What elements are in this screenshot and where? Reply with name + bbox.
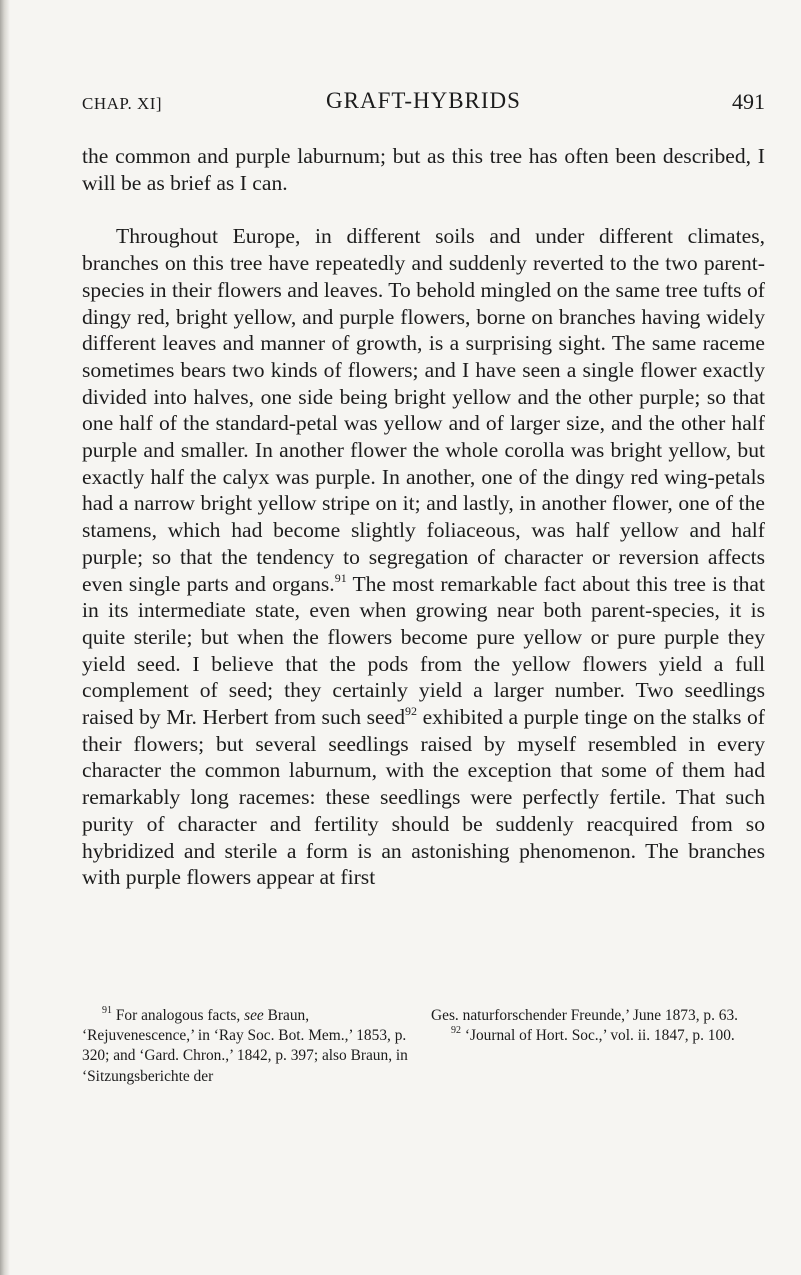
footnote-ref-91[interactable]: 91 (334, 570, 347, 585)
footnote-column-right (431, 1006, 765, 1087)
footnote-91-continued: Ges. naturforschender Freunde,’ June 1873, p. 63. (431, 1007, 739, 1024)
footnotes (82, 1006, 765, 1087)
paragraph-text: The most remarkable fact about this tree is that in its intermediate state, even when growing near both parent-species, it is quite sterile; but when the flowers become pure yellow or pure purple they yield seed. I believe that the pods from the yellow flowers yield a full complement of seed; they certainly yield a larger number. Two seedlings raised by Mr. Herbert from such seed (82, 571, 766, 730)
paragraph-text: exhibited a purple tinge on the stalks of their flowers; but several seedlings raised by myself resembled in every character the common laburnum, with the exception that some of them had remarkably long racemes: these seedlings were perfectly fertile. That such purity of character and fertility should be suddenly reacquired from so hybridized and sterile a form is an astonishing phenomenon. The branches with purple flowers appear at first (82, 705, 765, 890)
book-page (82, 88, 766, 1085)
chapter-label: CHAP. XI] (82, 94, 163, 113)
footnote-column-left (82, 1006, 416, 1087)
paragraph-continuation: the common and purple laburnum; but as this tree has often been described, I will be as brief as I can. (82, 144, 765, 195)
footnote-91: $^{91}$ For analogous facts, see Braun, ‘Rejuvenescence,’ in ‘Ray Soc. Bot. Mem.,’ 1853, p. 320; and ‘Gard. Chron.,’ 1842, p. 397; also Braun, in ‘Sitzungsberichte der (82, 1005, 408, 1085)
footnote-92: $^{92}$ ‘Journal of Hort. Soc.,’ vol. ii. 1847, p. 100. (451, 1025, 735, 1045)
footnote-mark-91: 91 (102, 1005, 112, 1016)
footnote-see: see (244, 1007, 264, 1024)
paragraph-laburnum-reversion (82, 223, 765, 891)
body-text (82, 143, 765, 891)
footnote-ref-92[interactable]: 92 (405, 704, 418, 719)
page-number: 491 (732, 89, 765, 114)
running-header (82, 88, 765, 122)
paragraph-text: Throughout Europe, in different soils and under different climates, branches on this tree have repeatedly and suddenly reverted to the two parent-species in their flowers and leaves. To behold mingled on the same tree tufts of dingy red, bright yellow, and purple flowers, borne on branches having widely different leaves and manner of growth, is a surprising sight. The same raceme sometimes bears two kinds of flowers; and I have seen a single flower exactly divided into halves, one side being bright yellow and the other purple; so that one half of the standard-petal was yellow and of larger size, and the other half purple and smaller. In another flower the whole corolla was bright yellow, but exactly half the calyx was purple. In another, one of the dingy red wing-petals had a narrow bright yellow stripe on it; and lastly, in another flower, one of the stamens, which had become slightly foliaceous, was half yellow and half purple; so that the tendency to segregation of character or reversion affects even single parts and organs. (82, 224, 765, 596)
running-title: GRAFT-HYBRIDS (326, 88, 521, 113)
footnote-mark-92: 92 (451, 1025, 461, 1037)
page-spine-shadow (0, 0, 10, 1275)
